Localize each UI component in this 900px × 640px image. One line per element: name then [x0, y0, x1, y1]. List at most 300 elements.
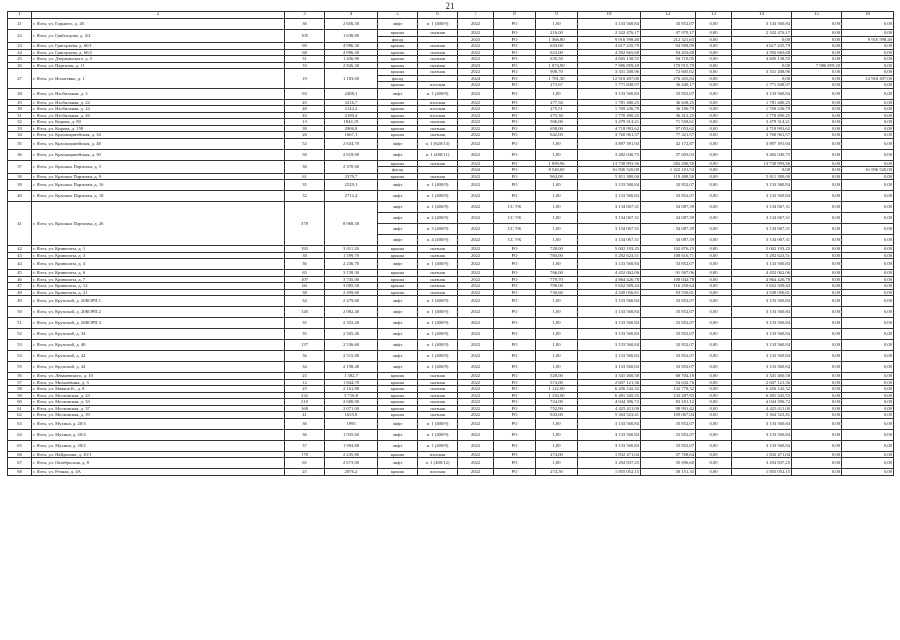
- address-cell: г. Ялта, ул. Григорьева, д. 60/1: [32, 43, 285, 50]
- year-cell: 2022: [458, 138, 494, 149]
- area-cell: 1 638,80: [325, 30, 378, 43]
- cost-cell: 7 986 859,20: [578, 62, 641, 69]
- year-cell: 2022: [458, 180, 494, 191]
- year-cell: 2022: [458, 289, 494, 296]
- year-cell: 2022: [458, 270, 494, 277]
- row-number-cell: 26: [8, 62, 32, 69]
- sum-2023-cell: 0,00: [792, 75, 842, 82]
- sum-2024-cell: 0,00: [842, 392, 894, 399]
- area-cell: 2190,4: [325, 112, 378, 119]
- units-cell: 63: [285, 88, 325, 99]
- cost-cell: 3 133 560,84: [578, 296, 641, 307]
- fee-cell: 33 852,07: [641, 351, 696, 362]
- total-cell: 3 134 067,31: [732, 213, 792, 224]
- total-cell: 4 718 993,62: [732, 125, 792, 132]
- year-cell: 2022: [458, 125, 494, 132]
- sum-2023-cell: 0,00: [792, 125, 842, 132]
- year-cell: 2022: [458, 399, 494, 406]
- total-cell: 3 134 067,31: [732, 202, 792, 213]
- fund-type-cell: РО: [494, 386, 536, 393]
- fee-cell: 33 852,07: [641, 191, 696, 202]
- zero-cell: 0,00: [696, 36, 732, 43]
- address-cell: г. Ялта, ул. Красных Партизан, д. 16: [32, 180, 285, 191]
- work-detail-cell: скатная: [418, 373, 458, 380]
- total-cell: 4 044 396,72: [732, 399, 792, 406]
- fee-cell: 91 567,06: [641, 270, 696, 277]
- total-cell: 3 341 460,58: [732, 373, 792, 380]
- zero-cell: 0,00: [696, 440, 732, 451]
- sum-2024-cell: 0,00: [842, 340, 894, 351]
- header-cell: 12: [641, 12, 696, 19]
- address-cell: г. Ялта, ул. Кирова, д. 80: [32, 119, 285, 126]
- header-cell: 3: [285, 12, 325, 19]
- units-cell: 69: [285, 43, 325, 50]
- quantity-cell: 783,00: [536, 252, 578, 259]
- address-cell: г. Ялта, ул. Михалёвина, д. 3: [32, 379, 285, 386]
- header-cell: 13: [696, 12, 732, 19]
- total-cell: 4 592 665,68: [732, 49, 792, 56]
- sum-2024-cell: 0,00: [842, 138, 894, 149]
- cost-cell: 5 811 380,00: [578, 173, 641, 180]
- cost-cell: 3 134 067,31: [578, 213, 641, 224]
- fund-type-cell: РО: [494, 379, 536, 386]
- fund-type-cell: РО: [494, 276, 536, 283]
- total-cell: 3 133 560,84: [732, 329, 792, 340]
- fee-cell: 33 852,07: [641, 362, 696, 373]
- zero-cell: 0,00: [696, 132, 732, 139]
- work-detail-cell: п. 1 (400/9): [418, 440, 458, 451]
- cost-cell: 4 592 665,68: [578, 49, 641, 56]
- sum-2023-cell: 0,00: [792, 49, 842, 56]
- fee-cell: 35 696,60: [641, 458, 696, 469]
- cost-cell: 1 770 490,25: [578, 112, 641, 119]
- sum-2023-cell: 0,00: [792, 469, 842, 476]
- sum-2024-cell: 0,00: [842, 283, 894, 290]
- work-type-cell: крыша: [378, 270, 418, 277]
- fund-type-cell: РО: [494, 49, 536, 56]
- units-cell: 36: [285, 418, 325, 429]
- work-type-cell: фасад: [378, 75, 418, 82]
- area-cell: 2379,7: [325, 173, 378, 180]
- quantity-cell: 1 366,80: [536, 36, 578, 43]
- sum-2024-cell: 0,00: [842, 318, 894, 329]
- row-number-cell: 67: [8, 458, 32, 469]
- cost-cell: 3 134 067,31: [578, 224, 641, 235]
- work-detail-cell: скатная: [418, 30, 458, 37]
- zero-cell: 0,00: [696, 399, 732, 406]
- fee-cell: 71 558,61: [641, 119, 696, 126]
- units-cell: 34: [285, 362, 325, 373]
- total-cell: 0,00: [732, 167, 792, 174]
- fund-type-cell: РО: [494, 167, 536, 174]
- quantity-cell: 730,60: [536, 289, 578, 296]
- work-detail-cell: скатная: [418, 43, 458, 50]
- address-cell: г. Ялта, ул. Крупской, д. 20КОРП.2: [32, 307, 285, 318]
- cost-cell: 3 133 560,84: [578, 429, 641, 440]
- area-cell: 2 071,00: [325, 405, 378, 412]
- work-type-cell: крыша: [378, 469, 418, 476]
- work-detail-cell: скатная: [418, 69, 458, 76]
- work-type-cell: крыша: [378, 283, 418, 290]
- work-detail-cell: скатная: [418, 125, 458, 132]
- sum-2024-cell: 0,00: [842, 276, 894, 283]
- zero-cell: 0,00: [696, 418, 732, 429]
- work-detail-cell: п. 1 (400/9): [418, 351, 458, 362]
- total-cell: 5 811 380,00: [732, 173, 792, 180]
- zero-cell: 0,00: [696, 224, 732, 235]
- fee-cell: 102 876,25: [641, 246, 696, 253]
- work-detail-cell: п. 1 (400/9): [418, 296, 458, 307]
- row-number-cell: 45: [8, 270, 32, 277]
- sum-2024-cell: 0,00: [842, 132, 894, 139]
- sum-2023-cell: 0,00: [792, 451, 842, 458]
- zero-cell: 0,00: [696, 235, 732, 246]
- zero-cell: 0,00: [696, 30, 732, 37]
- quantity-cell: 1,00: [536, 418, 578, 429]
- cost-cell: 3 133 560,84: [578, 440, 641, 451]
- fund-type-cell: РО: [494, 180, 536, 191]
- table-row: [8, 440, 894, 451]
- header-row: [8, 12, 894, 19]
- work-detail-cell: п. 1 (400/11): [418, 149, 458, 160]
- fund-type-cell: РО: [494, 160, 536, 167]
- fund-type-cell: РО: [494, 82, 536, 89]
- cost-cell: 4 605 138,55: [578, 56, 641, 63]
- cost-cell: 4 718 993,62: [578, 125, 641, 132]
- zero-cell: 0,00: [696, 340, 732, 351]
- year-cell: 2022: [458, 224, 494, 235]
- zero-cell: 0,00: [696, 173, 732, 180]
- units-cell: 193: [285, 246, 325, 253]
- work-detail-cell: п. 1 (400/9): [418, 191, 458, 202]
- total-cell: 3 479 314,21: [732, 119, 792, 126]
- header-cell: 4: [325, 12, 378, 19]
- work-type-cell: лифт: [378, 138, 418, 149]
- zero-cell: 0,00: [696, 429, 732, 440]
- area-cell: 2906,8: [325, 125, 378, 132]
- year-cell: 2022: [458, 173, 494, 180]
- quantity-cell: 273,67: [536, 82, 578, 89]
- sum-2023-cell: 0,00: [792, 362, 842, 373]
- area-cell: 3 745,00: [325, 276, 378, 283]
- area-cell: 1 382,7: [325, 373, 378, 380]
- table-body: [8, 12, 894, 476]
- sum-2023-cell: 0,00: [792, 167, 842, 174]
- fund-type-cell: РО: [494, 173, 536, 180]
- fund-type-cell: РО: [494, 307, 536, 318]
- row-number-cell: 23: [8, 43, 32, 50]
- row-number-cell: 34: [8, 132, 32, 139]
- units-cell: 107: [285, 276, 325, 283]
- cost-cell: 3 133 560,84: [578, 19, 641, 30]
- year-cell: 2022: [458, 119, 494, 126]
- fund-type-cell: РО: [494, 138, 536, 149]
- work-detail-cell: п. 1 (400/9): [418, 202, 458, 213]
- year-cell: 2022: [458, 386, 494, 393]
- sum-2023-cell: 0,00: [792, 99, 842, 106]
- header-cell: 8: [494, 12, 536, 19]
- address-cell: г. Ялта, ул. Найденова, д. 10/1: [32, 451, 285, 458]
- row-number-cell: 64: [8, 429, 32, 440]
- total-cell: 3 133 560,84: [732, 418, 792, 429]
- work-type-cell: лифт: [378, 149, 418, 160]
- sum-2024-cell: 0,00: [842, 202, 894, 213]
- sum-2023-cell: 0,00: [792, 160, 842, 167]
- fee-cell: 36 638,25: [641, 99, 696, 106]
- work-type-cell: лифт: [378, 191, 418, 202]
- sum-2024-cell: 0,00: [842, 173, 894, 180]
- cost-cell: 3 134 067,31: [578, 202, 641, 213]
- quantity-cell: 1,00: [536, 235, 578, 246]
- fee-cell: 94 958,99: [641, 43, 696, 50]
- year-cell: 2022: [458, 451, 494, 458]
- total-cell: 3 760 961,57: [732, 132, 792, 139]
- cost-cell: 4 452 062,06: [578, 270, 641, 277]
- row-number-cell: 50: [8, 307, 32, 318]
- fund-type-cell: РО: [494, 283, 536, 290]
- units-cell: 378: [285, 202, 325, 246]
- table-row: [8, 180, 894, 191]
- sum-2024-cell: 0,00: [842, 373, 894, 380]
- sum-2024-cell: 0,00: [842, 440, 894, 451]
- fee-cell: 116 250,64: [641, 283, 696, 290]
- fund-type-cell: РО: [494, 373, 536, 380]
- sum-2024-cell: 0,00: [842, 112, 894, 119]
- year-cell: 2022: [458, 329, 494, 340]
- units-cell: 36: [285, 259, 325, 270]
- fee-cell: 72 605,62: [641, 69, 696, 76]
- units-cell: 50: [285, 149, 325, 160]
- quantity-cell: 1,00: [536, 180, 578, 191]
- quantity-cell: 8 540,00: [536, 167, 578, 174]
- total-cell: 13 730 993,36: [732, 160, 792, 167]
- total-cell: 4 549 056,81: [732, 289, 792, 296]
- total-cell: 3 482 040,75: [732, 149, 792, 160]
- row-number-cell: 27: [8, 69, 32, 89]
- cost-cell: 3 133 560,84: [578, 340, 641, 351]
- zero-cell: 0,00: [696, 75, 732, 82]
- year-cell: 2022: [458, 296, 494, 307]
- row-number-cell: 35: [8, 138, 32, 149]
- total-cell: 0,00: [732, 75, 792, 82]
- work-detail-cell: скатная: [418, 289, 458, 296]
- row-number-cell: 49: [8, 296, 32, 307]
- quantity-cell: 1,00: [536, 296, 578, 307]
- address-cell: г. Ялта, ул. Красных Партизан, д. 9: [32, 173, 285, 180]
- address-cell: г. Ялта, ул. Мухина, д. 20/4: [32, 429, 285, 440]
- fee-cell: 38 151,35: [641, 469, 696, 476]
- sum-2023-cell: 0,00: [792, 296, 842, 307]
- total-cell: 4 425 411,00: [732, 405, 792, 412]
- sum-2024-cell: 0,00: [842, 180, 894, 191]
- sum-2024-cell: 0,00: [842, 49, 894, 56]
- address-cell: г. Ялта, ул. Красноармейская, д. 34: [32, 132, 285, 139]
- area-cell: 2 370,00: [325, 160, 378, 173]
- sum-2024-cell: 0,00: [842, 418, 894, 429]
- zero-cell: 0,00: [696, 392, 732, 399]
- year-cell: 2022: [458, 259, 494, 270]
- work-detail-cell: скатная: [418, 412, 458, 419]
- sum-2023-cell: 0,00: [792, 351, 842, 362]
- row-number-cell: 31: [8, 112, 32, 119]
- sum-2023-cell: 0,00: [792, 88, 842, 99]
- fee-cell: 36 412,25: [641, 112, 696, 119]
- area-cell: 2876,2: [325, 469, 378, 476]
- fund-type-cell: РО: [494, 405, 536, 412]
- sum-2024-cell: 0,00: [842, 106, 894, 113]
- quantity-cell: 506,00: [536, 119, 578, 126]
- work-detail-cell: п. 1 (400/9): [418, 259, 458, 270]
- total-cell: 5 002 193,25: [732, 246, 792, 253]
- sum-2024-cell: 0,00: [842, 30, 894, 37]
- area-cell: 2 499,60: [325, 289, 378, 296]
- work-detail-cell: п. 1 (400/12): [418, 458, 458, 469]
- quantity-cell: 633,00: [536, 43, 578, 50]
- cost-cell: 3 331 208,96: [578, 69, 641, 76]
- units-cell: 19: [285, 69, 325, 89]
- table-row: [8, 19, 894, 30]
- sum-2023-cell: 0,00: [792, 246, 842, 253]
- address-cell: г. Ялта, ул. Крупской, д. 44: [32, 362, 285, 373]
- area-cell: 2712,4: [325, 191, 378, 202]
- sum-2023-cell: 0,00: [792, 36, 842, 43]
- total-cell: 5 292 623,51: [732, 252, 792, 259]
- cost-cell: 12 918 497,00: [578, 75, 641, 82]
- cost-cell: 9 916 598,40: [578, 36, 641, 43]
- work-detail-cell: скатная: [418, 56, 458, 63]
- zero-cell: 0,00: [696, 56, 732, 63]
- fund-type-cell: РО: [494, 440, 536, 451]
- units-cell: 36: [285, 19, 325, 30]
- fee-cell: 42 172,87: [641, 138, 696, 149]
- work-type-cell: лифт: [378, 340, 418, 351]
- zero-cell: 0,00: [696, 458, 732, 469]
- quantity-cell: 1 099,96: [536, 160, 578, 167]
- area-cell: 2 600,00: [325, 399, 378, 406]
- work-type-cell: лифт: [378, 458, 418, 469]
- total-cell: 1 770 490,25: [732, 112, 792, 119]
- quantity-cell: 1,00: [536, 307, 578, 318]
- address-cell: г. Ялта, ул. Московская, д. 39: [32, 412, 285, 419]
- quantity-cell: 1,00: [536, 88, 578, 99]
- fee-cell: 282 200,56: [641, 160, 696, 167]
- work-detail-cell: п. 1 (400/9): [418, 340, 458, 351]
- sum-2024-cell: 61 836 520,00: [842, 167, 894, 174]
- address-cell: г. Ялта, ул. Кривошты, д. 4: [32, 259, 285, 270]
- work-detail-cell: плоская: [418, 99, 458, 106]
- work-detail-cell: п. 1 (620/13): [418, 138, 458, 149]
- quantity-cell: 1,00: [536, 351, 578, 362]
- sum-2023-cell: 0,00: [792, 440, 842, 451]
- table-row: [8, 340, 894, 351]
- address-cell: г. Ялта, ул. Изобильная, д. 26: [32, 112, 285, 119]
- fund-type-cell: РО: [494, 43, 536, 50]
- area-cell: 2 619,90: [325, 149, 378, 160]
- fee-cell: 47 970,17: [641, 30, 696, 37]
- row-number-cell: 54: [8, 351, 32, 362]
- work-type-cell: лифт: [378, 88, 418, 99]
- address-cell: г. Ялта, ул. Крупской, д. 34: [32, 329, 285, 340]
- quantity-cell: 1,00: [536, 202, 578, 213]
- sum-2023-cell: 0,00: [792, 173, 842, 180]
- row-number-cell: 22: [8, 30, 32, 43]
- fee-cell: 37 768,64: [641, 451, 696, 458]
- total-cell: 3 134 067,31: [732, 235, 792, 246]
- quantity-cell: 1,00: [536, 429, 578, 440]
- total-cell: 4 617 235,79: [732, 43, 792, 50]
- table-row: [8, 458, 894, 469]
- fee-cell: 83 181,12: [641, 399, 696, 406]
- units-cell: 39: [285, 125, 325, 132]
- work-detail-cell: п. 2 (400/9): [418, 213, 458, 224]
- address-cell: г. Ялта, ул. Кривошты, д. 6: [32, 270, 285, 277]
- cost-cell: 3 341 460,58: [578, 373, 641, 380]
- address-cell: г. Ялта, ул. Крупской, д. 42: [32, 351, 285, 362]
- area-cell: 4 996,30: [325, 49, 378, 56]
- zero-cell: 0,00: [696, 469, 732, 476]
- cost-cell: 3 133 560,84: [578, 362, 641, 373]
- sum-2023-cell: 0,00: [792, 69, 842, 76]
- units-cell: 126: [285, 307, 325, 318]
- sum-2023-cell: 0,00: [792, 289, 842, 296]
- units-cell: 36: [285, 351, 325, 362]
- cost-cell: 1 781 480,25: [578, 99, 641, 106]
- work-type-cell: крыша: [378, 379, 418, 386]
- total-cell: 3 133 560,84: [732, 429, 792, 440]
- units-cell: 137: [285, 340, 325, 351]
- fund-type-cell: РО: [494, 252, 536, 259]
- row-number-cell: 44: [8, 259, 32, 270]
- row-number-cell: 25: [8, 56, 32, 63]
- row-number-cell: 62: [8, 412, 32, 419]
- work-type-cell: крыша: [378, 392, 418, 399]
- fund-type-cell: РО: [494, 340, 536, 351]
- work-type-cell: крыша: [378, 276, 418, 283]
- sum-2023-cell: 7 986 859,20: [792, 62, 842, 69]
- area-cell: 4 996,30: [325, 43, 378, 50]
- cost-cell: 5 292 623,51: [578, 252, 641, 259]
- work-detail-cell: п. 3 (400/9): [418, 224, 458, 235]
- address-cell: г. Ялта, ул. Крупской, д. 20КОРП.1: [32, 296, 285, 307]
- address-cell: г. Ялта, ул. Крупской, д. 20КОРП.3: [32, 318, 285, 329]
- area-cell: 2 235,80: [325, 451, 378, 458]
- zero-cell: 0,00: [696, 289, 732, 296]
- row-number-cell: 32: [8, 119, 32, 126]
- area-cell: 1993: [325, 418, 378, 429]
- total-cell: 1 781 480,25: [732, 99, 792, 106]
- quantity-cell: 275,51: [536, 106, 578, 113]
- quantity-cell: 728,00: [536, 246, 578, 253]
- quantity-cell: 1,00: [536, 362, 578, 373]
- work-type-cell: крыша: [378, 69, 418, 76]
- units-cell: 178: [285, 451, 325, 458]
- cost-cell: 4 425 411,00: [578, 405, 641, 412]
- work-detail-cell: скатная: [418, 119, 458, 126]
- page-number: 21: [445, 1, 455, 11]
- work-type-cell: лифт: [378, 224, 418, 235]
- units-cell: 12: [285, 379, 325, 386]
- total-cell: 6 481 345,55: [732, 392, 792, 399]
- sum-2023-cell: 0,00: [792, 340, 842, 351]
- fee-cell: 33 852,07: [641, 307, 696, 318]
- units-cell: 32: [285, 191, 325, 202]
- cost-cell: 1 855 052,15: [578, 469, 641, 476]
- sum-2023-cell: 0,00: [792, 106, 842, 113]
- area-cell: 2 352,20: [325, 318, 378, 329]
- year-cell: 2022: [458, 412, 494, 419]
- cost-cell: 1 832 471,04: [578, 451, 641, 458]
- cost-cell: 13 730 993,36: [578, 160, 641, 167]
